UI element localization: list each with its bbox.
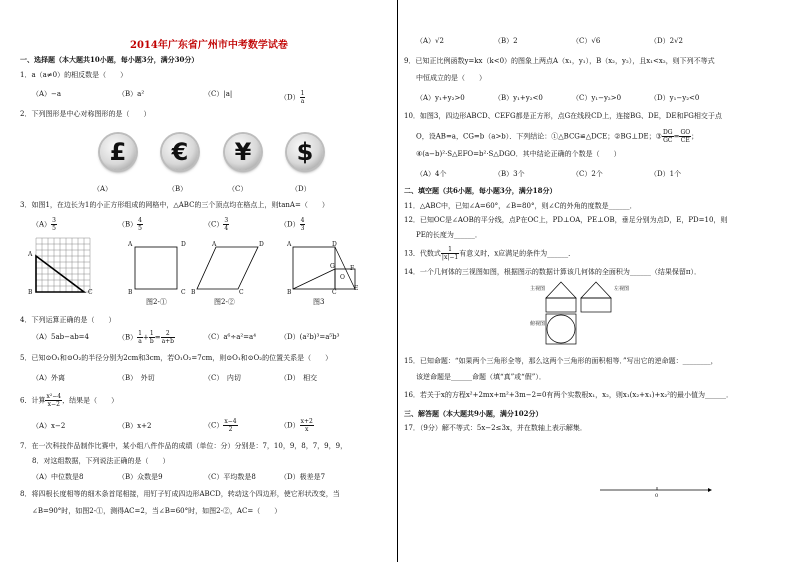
q4-stem: 4．下列运算正确的是（ ） (20, 316, 116, 324)
figure-1-grid (32, 238, 94, 300)
q13-stem: 13．代数式 $\frac{1}{|x|-1}$ 有意义时，x应满足的条件为______． (404, 246, 576, 261)
pound-coin-icon: £ (100, 134, 136, 170)
fig21-label-a: A (128, 241, 133, 248)
q6-option-a: （A）x−2 (32, 422, 66, 430)
three-views-figure (545, 280, 625, 348)
q7-option-a: （A）中位数是8 (32, 473, 84, 481)
front-view-label: 主视图 (530, 286, 546, 292)
top-view-label: 俯视图 (530, 321, 546, 327)
q14-stem: 14．一个几何体的三视图如图，根据图示的数据计算该几何体的全面积为______（结果保留π）． (404, 268, 702, 276)
q5-option-c: （C） 内切 (204, 374, 241, 382)
column-divider (397, 0, 398, 562)
q10-option-b: （B）3个 (494, 170, 525, 178)
q8-option-b: （B）2 (494, 37, 518, 45)
q2-option-a: （A） (93, 185, 113, 193)
fig21-label-d: D (181, 241, 186, 248)
q6-option-d: （D） $\frac{x+2}{x}$ (280, 418, 313, 433)
figure-2-2-rhombus (196, 246, 260, 292)
euro-coin-icon: € (162, 134, 198, 170)
q3-option-b: （B） $\frac{4}{5}$ (118, 217, 142, 232)
fig3-label-e: E (354, 285, 359, 292)
q10-option-a: （A）4个 (416, 170, 447, 178)
q6-option-c: （C） $\frac{x-4}{2}$ (204, 418, 237, 433)
q6-option-b: （B）x+2 (118, 422, 152, 430)
fig21-label-c: C (181, 289, 186, 296)
q4-option-d: （D）(a²b)³=a⁵b³ (280, 333, 340, 341)
fig3-label-f: F (350, 265, 355, 272)
q12-stem-line2: PE的长度为______． (416, 231, 482, 239)
q7-option-b: （B）众数是9 (118, 473, 163, 481)
exam-title: 2014年广东省广州市中考数学试卷 (130, 40, 288, 51)
q11-stem: 11．△ABC中，已知∠A=60°，∠B=80°，则∠C的外角的度数是______． (404, 202, 637, 210)
q7-option-c: （C）平均数是8 (204, 473, 256, 481)
q9-option-d: （D）y₁−y₂<0 (650, 94, 700, 102)
q3-option-c: （C） $\frac{3}{4}$ (204, 217, 229, 232)
figure-3-squares (292, 246, 359, 292)
fig3-label-b: B (287, 289, 292, 296)
fig3-label-g: G (330, 263, 335, 270)
q15-stem-line2: 该逆命题是______命题（填“真”或“假”）． (416, 373, 546, 381)
q10-stem-line3: ④(a−b)²·S△EFO=b²·S△DGO．其中结论正确的个数是（ ） (416, 150, 621, 158)
fig22-label-a: A (212, 241, 217, 248)
q9-stem-line2: 中恒成立的是（ ） (416, 74, 486, 82)
fig1-label-a: A (28, 251, 33, 258)
q6-stem: 6．计算 $\frac{\text{x²−4}}{x-2}$ ，结果是（ ） (20, 393, 119, 408)
q4-option-b: （B） $\frac{1}{a}$ + $\frac{1}{b}$ = $\frac{2}{a+b}$ (118, 330, 175, 345)
q16-stem: 16．若关于x的方程x²+2mx+m²+3m−2=0有两个实数根x₁，x₂，则x₁(x₂+x₁)+x₂²的最小值为______． (404, 391, 733, 399)
fig3-label-o: O (340, 274, 345, 281)
q10-stem-line2: O，设AB=a，CG=b（a>b）．下列结论：①△BCG≌△DCE；②BG⊥DE；③ $\frac{DG}{GC}$ = $\frac{GO}{CE}$ ； (416, 129, 699, 144)
q5-option-a: （A）外离 (32, 374, 66, 382)
q2-option-c: （C） (228, 185, 248, 193)
section-3-heading: 三、解答题（本大题共9小题，满分102分） (404, 409, 543, 418)
q9-option-c: （C）y₁−y₂>0 (572, 94, 622, 102)
fig22-caption: 图2-② (214, 298, 235, 306)
q5-option-b: （B） 外切 (118, 374, 155, 382)
q2-option-d: （D） (291, 185, 311, 193)
q1-stem: 1．a（a≠0）的相反数是（ ） (20, 71, 128, 79)
q1-option-d-fraction: $\frac{1}{a}$ (300, 90, 305, 105)
figure-2-1-square (134, 246, 180, 292)
section-1-heading: 一、选择题（本大题共10小题，每小题3分，满分30分） (20, 55, 199, 64)
q7-stem-line1: 7．在一次科技作品制作比赛中，某小组八件作品的成绩（单位：分）分别是：7，10，9，8，7，9，9， (20, 442, 348, 450)
q9-option-b: （B）y₁+y₂<0 (494, 94, 543, 102)
q8-stem-line1: 8．将四根长度相等的细木条首尾相接，用钉子钉成四边形ABCD，转动这个四边形，使它形状改变，当 (20, 490, 340, 498)
q10-option-d: （D）1个 (650, 170, 682, 178)
q8-option-d: （D）2√2 (650, 37, 683, 45)
fig21-caption: 图2-① (146, 298, 167, 306)
q15-stem-line1: 15．已知命题：“如果两个三角形全等，那么这两个三角形的面积相等．”写出它的逆命题：________， (404, 357, 718, 365)
q7-option-d: （D）极差是7 (280, 473, 326, 481)
dollar-coin-icon: $ (287, 134, 323, 170)
q5-option-d: （D） 相交 (280, 374, 318, 382)
q8-option-a: （A）√2 (416, 37, 444, 45)
q4-option-c: （C）a⁶÷a²=a⁴ (204, 333, 257, 341)
q5-stem: 5．已知⊙O₁和⊙O₂的半径分别为2cm和3cm，若O₁O₂=7cm，则⊙O₁和⊙O₂的位置关系是（ ） (20, 354, 333, 362)
q12-stem-line1: 12．已知OC是∠AOB的平分线，点P在OC上，PD⊥OA，PE⊥OB，垂足分别为点D，E，PD=10，则 (404, 216, 728, 224)
q3-option-d: （D） $\frac{4}{3}$ (280, 217, 305, 232)
fig1-label-c: C (88, 289, 93, 296)
fig22-label-b: B (191, 289, 196, 296)
q1-option-a: （A）−a (32, 90, 62, 98)
fig3-caption: 图3 (313, 298, 325, 306)
q1-option-d: （D） $\frac{1}{a}$ (280, 90, 305, 105)
q7-stem-line2: 8．对这组数据，下列说法正确的是（ ） (32, 457, 170, 465)
yen-coin-icon: ¥ (225, 134, 261, 170)
q2-option-b: （B） (168, 185, 188, 193)
q2-stem: 2．下列图形是中心对称图形的是（ ） (20, 110, 151, 118)
fig1-label-b: B (28, 289, 33, 296)
fig22-label-c: C (239, 289, 244, 296)
q8-stem-line2: ∠B=90°时，如图2-①，测得AC=2，当∠B=60°时，如图2-②，AC=（ ） (32, 507, 282, 515)
side-view-label: 左视图 (614, 286, 630, 292)
q1-option-c: （C）|a| (204, 90, 233, 98)
q9-stem-line1: 9．已知正比例函数y=kx（k<0）的图象上两点A（x₁，y₁），B（x₂，y₂），且x₁<x₂，则下列不等式 (404, 57, 715, 65)
q10-stem-line1: 10．如图3，四边形ABCD、CEFG都是正方形，点G在线段CD上，连接BG、DE，DE和FG相交于点 (404, 112, 722, 120)
q10-option-c: （C）2个 (572, 170, 603, 178)
number-line-zero: 0 (655, 493, 659, 499)
fig22-label-d: D (259, 241, 264, 248)
q4-option-a: （A）5ab−ab=4 (32, 333, 90, 341)
fig21-label-b: B (128, 289, 133, 296)
q17-stem: 17．（9分）解不等式：5x−2≤3x，并在数轴上表示解集． (404, 424, 587, 432)
q3-stem: 3．如图1，在边长为1的小正方形组成的网格中，△ABC的三个顶点均在格点上，则tanA=（ ） (20, 201, 329, 209)
fig3-label-c: C (332, 289, 337, 296)
section-2-heading: 二、填空题（共6小题，每小题3分，满分18分） (404, 186, 557, 195)
q3-option-a: （A） $\frac{3}{5}$ (32, 217, 56, 232)
q9-option-a: （A）y₁+y₂>0 (416, 94, 465, 102)
q1-option-b: （B）a² (118, 90, 145, 98)
fig3-label-d: D (332, 241, 337, 248)
q8-option-c: （C）√6 (572, 37, 601, 45)
fig3-label-a: A (287, 241, 292, 248)
